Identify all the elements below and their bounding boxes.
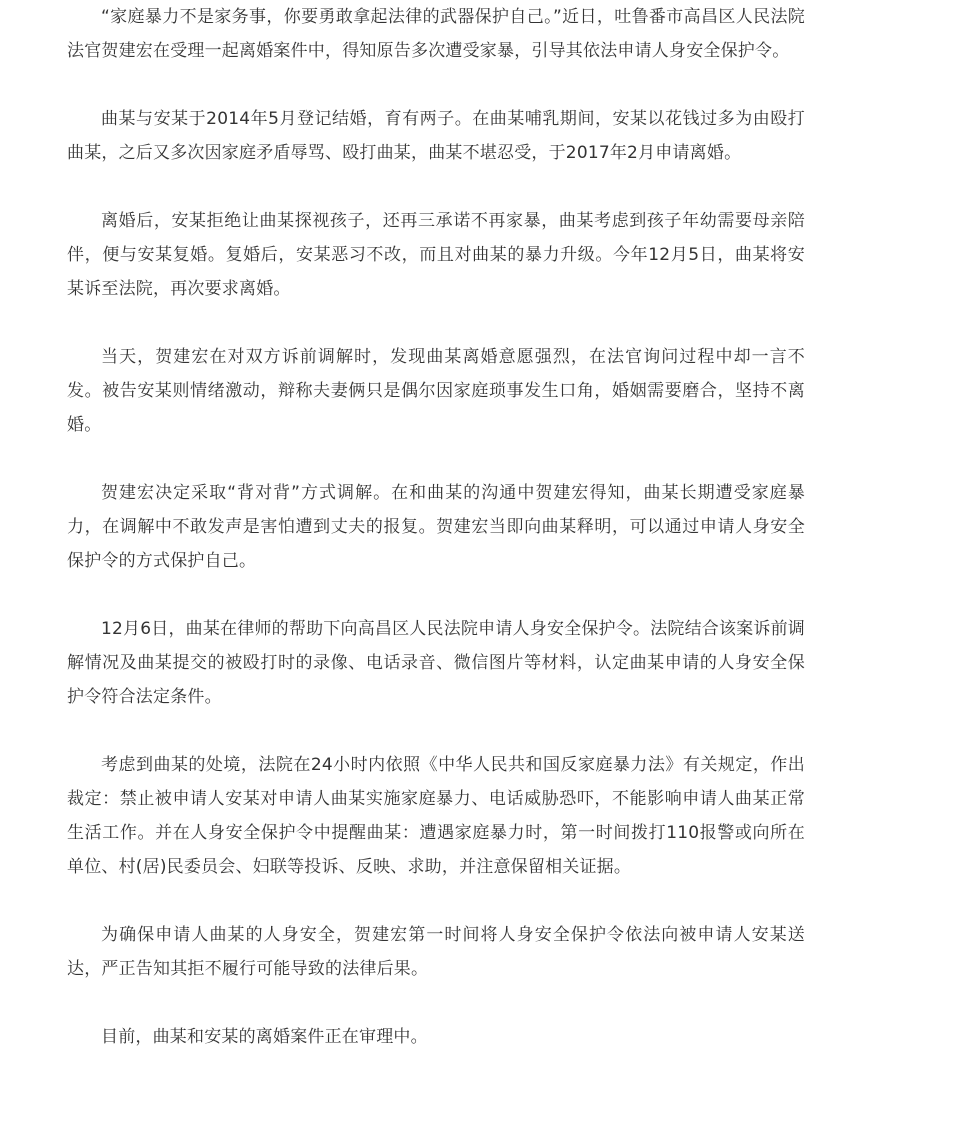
paragraph-application: 12月6日，曲某在律师的帮助下向高昌区人民法院申请人身安全保护令。法院结合该案诉前调解情况及曲某提交的被殴打时的录像、电话录音、微信图片等材料，认定曲某申请的人身安全保护令符合法定条件。 (67, 619, 805, 707)
paragraph-marriage-history: 曲某与安某于2014年5月登记结婚，育有两子。在曲某哺乳期间，安某以花钱过多为由殴打曲某，之后又多次因家庭矛盾辱骂、殴打曲某，曲某不堪忍受，于2017年2月申请离婚。 (67, 109, 805, 163)
paragraph-delivery: 为确保申请人曲某的人身安全，贺建宏第一时间将人身安全保护令依法向被申请人安某送达，严正告知其拒不履行可能导致的法律后果。 (67, 925, 805, 979)
paragraph-intro: “家庭暴力不是家务事，你要勇敢拿起法律的武器保护自己。”近日，吐鲁番市高昌区人民法院法官贺建宏在受理一起离婚案件中，得知原告多次遭受家暴，引导其依法申请人身安全保护令。 (67, 7, 805, 61)
paragraph-status: 目前，曲某和安某的离婚案件正在审理中。 (101, 1027, 428, 1047)
paragraph-back-to-back: 贺建宏决定采取“背对背”方式调解。在和曲某的沟通中贺建宏得知，曲某长期遭受家庭暴力，在调解中不敢发声是害怕遭到丈夫的报复。贺建宏当即向曲某释明，可以通过申请人身安全保护令的方式保护自己。 (67, 483, 805, 571)
paragraph-remarriage: 离婚后，安某拒绝让曲某探视孩子，还再三承诺不再家暴，曲某考虑到孩子年幼需要母亲陪伴，便与安某复婚。复婚后，安某恶习不改，而且对曲某的暴力升级。今年12月5日，曲某将安某诉至法院，再次要求离婚。 (67, 211, 805, 299)
article-body (67, 0, 805, 1088)
paragraph-ruling: 考虑到曲某的处境，法院在24小时内依照《中华人民共和国反家庭暴力法》有关规定，作出裁定：禁止被申请人安某对申请人曲某实施家庭暴力、电话威胁恐吓，不能影响申请人曲某正常生活工作。并在人身安全保护令中提醒曲某：遭遇家庭暴力时，第一时间拨打110报警或向所在单位、村(居)民委员会、妇联等投诉、反映、求助，并注意保留相关证据。 (67, 755, 805, 877)
paragraph-mediation: 当天，贺建宏在对双方诉前调解时，发现曲某离婚意愿强烈，在法官询问过程中却一言不发。被告安某则情绪激动，辩称夫妻俩只是偶尔因家庭琐事发生口角，婚姻需要磨合，坚持不离婚。 (67, 347, 805, 435)
